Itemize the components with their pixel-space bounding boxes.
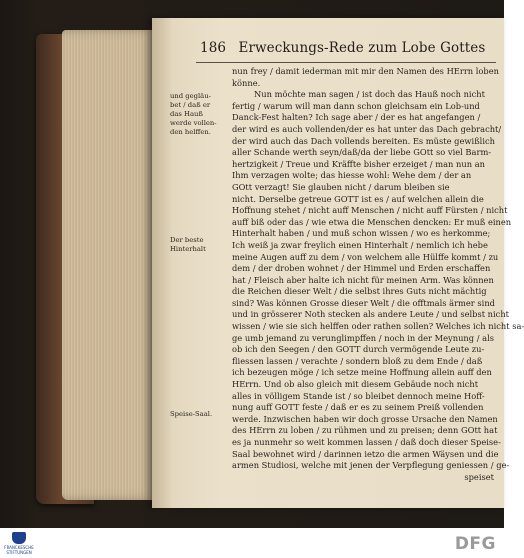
text-line: nung auff GOTT feste / daß er es zu seinem Preiß vollenden (232, 402, 484, 413)
marginal-line: das Hauß (170, 110, 203, 118)
text-line: des HErrn zu loben / zu rühmen und zu preisen; denn GOtt hat (232, 425, 498, 436)
text-line: meine Augen auff zu dem / von welchem alle Hülffe kommt / zu (232, 251, 499, 262)
marginal-line: Speise-Saal. (170, 410, 213, 418)
footer-bar (0, 528, 504, 558)
text-line: fliessen lassen / verachte / sondern bloß zu dem Ende / daß (232, 355, 483, 366)
text-line: sind? Was können Grosse dieser Welt / die offtmals ärmer sind (232, 297, 495, 308)
marginal-line: den helffen. (170, 128, 211, 136)
logo-text-line: STIFTUNGEN (6, 550, 32, 555)
text-line: Hoffnung stehet / nicht auff Menschen / nicht auff Fürsten / nicht (232, 205, 508, 216)
text-line: Ihm verzagen wolte; das hiesse wohl: Wehe dem / der an (232, 170, 472, 181)
text-line: hertzigkeit / Treue und Kräffte bisher erzeiget / man nun an (232, 158, 485, 169)
text-line: und in grösserer Noth stecken als andere Leute / und selbst nicht (232, 309, 510, 320)
text-line: nicht. Derselbe getreue GOTT ist es / auf welchen allein die (232, 193, 484, 204)
text-line: HErrn. Und ob also gleich mit diesem Gebäude noch nicht (232, 379, 479, 390)
marginal-line: bet / daß er (170, 101, 211, 109)
text-line: werde. Inzwischen haben wir doch grosse Ursache den Namen (232, 413, 498, 424)
marginal-note (170, 410, 232, 419)
text-line: die Reichen dieser Welt / die selbst ihres Guts nicht mächtig (232, 286, 487, 297)
text-line: Saal bewohnet wird / darinnen ietzo die armen Wäysen und die (232, 448, 499, 459)
text-line: Nun möchte man sagen / ist doch das Hauß noch nicht (254, 89, 485, 100)
text-line: nun frey / damit iederman mit mir den Namen des HErrn loben (232, 66, 499, 76)
marginal-line: und gegläu- (170, 92, 211, 100)
marginal-note (170, 92, 232, 137)
page-number: 186 (200, 40, 227, 56)
text-line: es ja nunmehr so weit kommen lassen / daß doch dieser Speise- (232, 437, 501, 447)
text-line: Danck-Fest halten? Ich sage aber / der es hat angefangen / (232, 112, 481, 123)
logo-text (4, 545, 34, 555)
text-line: dem / der droben wohnet / der Himmel und Erden erschaffen (232, 263, 491, 274)
text-line: auff biß oder das / wie etwa die Menschen dencken: Er muß einen (232, 216, 512, 227)
text-line: Ich weiß ja zwar freylich einen Hinterhalt / nemlich ich hebe (232, 239, 488, 250)
text-line: ich bezeugen möge / ich setze meine Hoffnung allein auff den (232, 367, 492, 378)
text-line: Hinterhalt haben / und muß schon wissen / wo es herkomme; (232, 228, 491, 239)
dfg-logo: DFG (454, 534, 496, 554)
logo-shield-icon (12, 532, 26, 544)
body-text (232, 66, 524, 483)
text-line: GOtt verzagt! Sie glauben nicht / darum bleiben sie (232, 181, 450, 192)
text-line: wissen / wie sie sich helffen oder rathen sollen? Welches ich nicht sa- (232, 321, 524, 332)
page-edges (62, 30, 154, 500)
logo-text-line: FRANCKESCHE (4, 545, 34, 550)
marginal-note (170, 236, 232, 254)
text-line: der wird es auch vollenden/der es hat unter das Dach gebracht/ (232, 123, 502, 134)
text-line: könne. (232, 77, 261, 88)
marginal-line: Hinterhalt (170, 245, 206, 253)
page-header (200, 40, 500, 58)
header-rule (196, 62, 496, 63)
text-line: ob ich den Seegen / den GOTT durch vermögende Leute zu- (232, 344, 485, 355)
text-line: speiset (464, 471, 494, 482)
text-line: hat / Fleisch aber halte ich nicht für meinen Arm. Was können (232, 274, 494, 285)
text-line: aller Schande werth seyn/daß/da der liebe GOtt so viel Barm- (232, 147, 492, 158)
marginal-line: Der beste (170, 236, 204, 244)
text-line: fertig / warum will man dann schon gleichsam ein Lob-und (232, 100, 480, 111)
text-line: alles in völligem Stande ist / so bleibet dennoch meine Hoff- (232, 390, 485, 401)
text-line: ge umb jemand zu verunglimpffen / noch in der Meynung / als (232, 332, 495, 343)
running-title: Erweckungs-Rede zum Lobe Gottes (238, 40, 486, 56)
text-line: der wird auch das Dach vollends bereiten. Es müste gewißlich (232, 135, 495, 146)
marginal-line: werde vollen- (170, 119, 217, 127)
text-line: armen Studiosi, welche mit jenen der Verpflegung geniessen / ge- (232, 460, 510, 471)
institution-logo (4, 532, 34, 556)
